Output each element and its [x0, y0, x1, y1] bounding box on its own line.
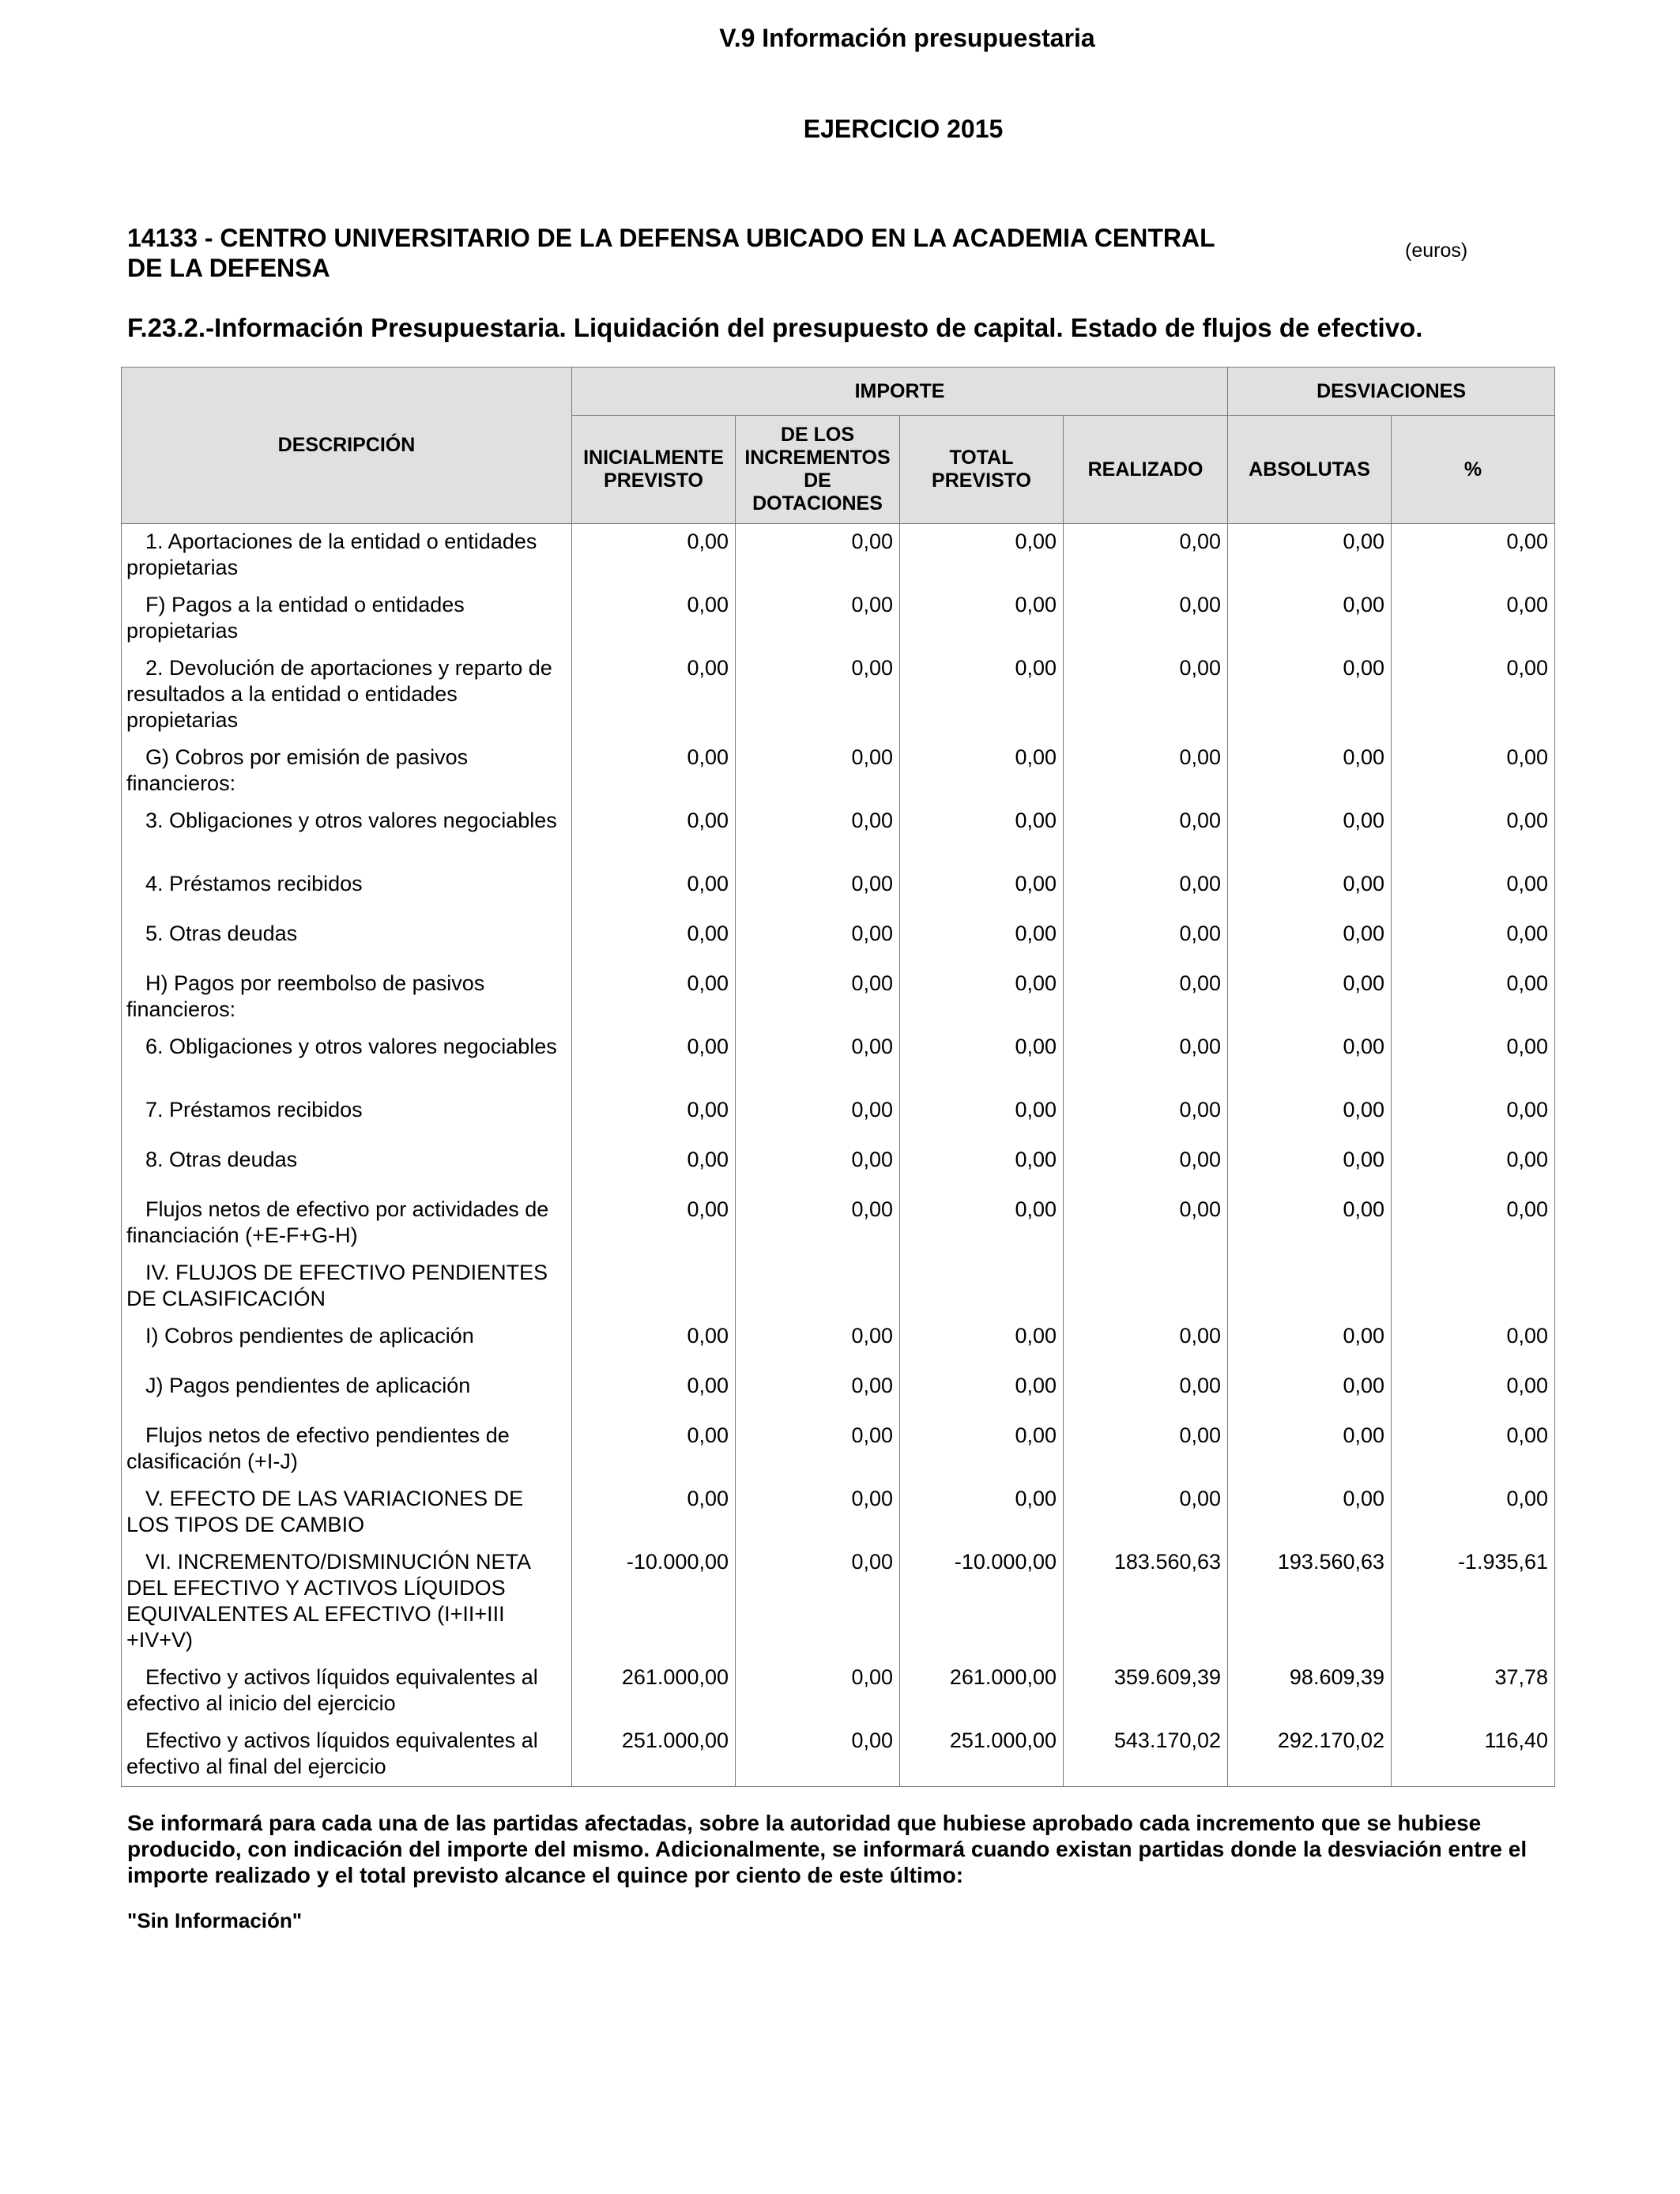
table-row: [122, 1192, 1555, 1255]
cell-total-previsto: 0,00: [900, 866, 1064, 916]
cell-realizado: 0,00: [1064, 1029, 1228, 1092]
cell-incrementos-dotaciones: 0,00: [736, 916, 900, 966]
cell-percent: 0,00: [1392, 1481, 1555, 1544]
entity-name-line2: DE LA DEFENSA: [127, 254, 330, 282]
cell-absolutas: 0,00: [1228, 803, 1392, 866]
cell-total-previsto: 0,00: [900, 916, 1064, 966]
cell-incrementos-dotaciones: 0,00: [736, 1368, 900, 1418]
cell-inicialmente-previsto: 251.000,00: [572, 1723, 736, 1787]
cell-percent: 0,00: [1392, 916, 1555, 966]
cell-incrementos-dotaciones: 0,00: [736, 1723, 900, 1787]
row-description: 8. Otras deudas: [122, 1142, 572, 1192]
table-row: [122, 587, 1555, 650]
cell-incrementos-dotaciones: 0,00: [736, 1192, 900, 1255]
cell-total-previsto: 0,00: [900, 1192, 1064, 1255]
row-description: 5. Otras deudas: [122, 916, 572, 966]
cell-total-previsto: 0,00: [900, 966, 1064, 1029]
cell-realizado: 0,00: [1064, 1318, 1228, 1368]
row-description: J) Pagos pendientes de aplicación: [122, 1368, 572, 1418]
cell-realizado: 0,00: [1064, 524, 1228, 588]
cell-absolutas: 0,00: [1228, 650, 1392, 740]
cell-absolutas: 0,00: [1228, 1192, 1392, 1255]
cell-incrementos-dotaciones: 0,00: [736, 866, 900, 916]
cell-absolutas: 0,00: [1228, 1318, 1392, 1368]
cell-total-previsto: 0,00: [900, 740, 1064, 803]
header-total-previsto: TOTAL PREVISTO: [900, 416, 1064, 524]
cell-total-previsto: -10.000,00: [900, 1544, 1064, 1660]
row-description: Flujos netos de efectivo por actividades de financiación (+E-F+G-H): [122, 1192, 572, 1255]
exercise-year: EJERCICIO 2015: [803, 115, 1004, 143]
cell-percent: 0,00: [1392, 1092, 1555, 1142]
cell-incrementos-dotaciones: 0,00: [736, 1318, 900, 1368]
cell-absolutas: 292.170,02: [1228, 1723, 1392, 1787]
cell-inicialmente-previsto: 0,00: [572, 866, 736, 916]
cell-incrementos-dotaciones: 0,00: [736, 1029, 900, 1092]
cell-total-previsto: 261.000,00: [900, 1660, 1064, 1723]
cell-incrementos-dotaciones: 0,00: [736, 1418, 900, 1481]
cell-realizado: 0,00: [1064, 1418, 1228, 1481]
cell-percent: 0,00: [1392, 524, 1555, 588]
cell-absolutas: 193.560,63: [1228, 1544, 1392, 1660]
cell-inicialmente-previsto: -10.000,00: [572, 1544, 736, 1660]
cell-total-previsto: [900, 1255, 1064, 1318]
row-description: 2. Devolución de aportaciones y reparto de resultados a la entidad o entidades propietarias: [122, 650, 572, 740]
sin-informacion: "Sin Información": [127, 1909, 303, 1932]
cell-absolutas: 0,00: [1228, 1092, 1392, 1142]
cell-incrementos-dotaciones: 0,00: [736, 803, 900, 866]
cell-percent: 0,00: [1392, 1418, 1555, 1481]
table-row: [122, 1142, 1555, 1192]
table-row: [122, 803, 1555, 866]
cell-inicialmente-previsto: 0,00: [572, 740, 736, 803]
cell-incrementos-dotaciones: 0,00: [736, 587, 900, 650]
budget-table: [121, 367, 1555, 1787]
row-description: 3. Obligaciones y otros valores negociables: [122, 803, 572, 866]
header-descripcion: DESCRIPCIÓN: [122, 368, 572, 524]
table-row: [122, 1544, 1555, 1660]
table-row: [122, 916, 1555, 966]
footer-note: Se informará para cada una de las partidas afectadas, sobre la autoridad que hubiese aprobado cada incremento que se hubiese producido, con indicación del importe del mismo. Adicionalmente, se informará cuando existan partidas donde la desviación entre el importe realizado y el total previsto alcance el quince por ciento de este último:: [127, 1811, 1527, 1887]
cell-realizado: 0,00: [1064, 650, 1228, 740]
header-incrementos-dotaciones: DE LOS INCREMENTOS DE DOTACIONES: [736, 416, 900, 524]
cell-realizado: [1064, 1255, 1228, 1318]
table-row: [122, 1029, 1555, 1092]
cell-inicialmente-previsto: 0,00: [572, 966, 736, 1029]
cell-absolutas: 0,00: [1228, 966, 1392, 1029]
cell-incrementos-dotaciones: 0,00: [736, 1660, 900, 1723]
cell-incrementos-dotaciones: 0,00: [736, 740, 900, 803]
cell-incrementos-dotaciones: 0,00: [736, 966, 900, 1029]
cell-total-previsto: 251.000,00: [900, 1723, 1064, 1787]
cell-inicialmente-previsto: 0,00: [572, 803, 736, 866]
cell-realizado: 0,00: [1064, 1092, 1228, 1142]
cell-absolutas: 0,00: [1228, 866, 1392, 916]
cell-realizado: 0,00: [1064, 587, 1228, 650]
row-description: Flujos netos de efectivo pendientes de clasificación (+I-J): [122, 1418, 572, 1481]
cell-total-previsto: 0,00: [900, 1092, 1064, 1142]
table-row: [122, 966, 1555, 1029]
cell-absolutas: 98.609,39: [1228, 1660, 1392, 1723]
cell-total-previsto: 0,00: [900, 1368, 1064, 1418]
cell-total-previsto: 0,00: [900, 650, 1064, 740]
table-row: [122, 650, 1555, 740]
cell-total-previsto: 0,00: [900, 1481, 1064, 1544]
cell-inicialmente-previsto: 0,00: [572, 1092, 736, 1142]
cell-inicialmente-previsto: 0,00: [572, 650, 736, 740]
cell-percent: 0,00: [1392, 1318, 1555, 1368]
cell-absolutas: 0,00: [1228, 1142, 1392, 1192]
cell-inicialmente-previsto: 0,00: [572, 524, 736, 588]
cell-realizado: 0,00: [1064, 916, 1228, 966]
cell-realizado: 183.560,63: [1064, 1544, 1228, 1660]
cell-percent: 0,00: [1392, 740, 1555, 803]
cell-incrementos-dotaciones: 0,00: [736, 524, 900, 588]
section-title: V.9 Información presupuestaria: [719, 24, 1095, 52]
row-description: I) Cobros pendientes de aplicación: [122, 1318, 572, 1368]
cell-absolutas: [1228, 1255, 1392, 1318]
cell-realizado: 0,00: [1064, 1142, 1228, 1192]
cell-realizado: 0,00: [1064, 803, 1228, 866]
cell-inicialmente-previsto: 0,00: [572, 1192, 736, 1255]
cell-inicialmente-previsto: 261.000,00: [572, 1660, 736, 1723]
cell-total-previsto: 0,00: [900, 524, 1064, 588]
cell-absolutas: 0,00: [1228, 740, 1392, 803]
cell-inicialmente-previsto: 0,00: [572, 916, 736, 966]
cell-inicialmente-previsto: 0,00: [572, 1029, 736, 1092]
header-percent: %: [1392, 416, 1555, 524]
cell-inicialmente-previsto: [572, 1255, 736, 1318]
cell-inicialmente-previsto: 0,00: [572, 587, 736, 650]
cell-incrementos-dotaciones: 0,00: [736, 650, 900, 740]
entity-name-line1: 14133 - CENTRO UNIVERSITARIO DE LA DEFENSA UBICADO EN LA ACADEMIA CENTRAL: [127, 224, 1215, 252]
row-description: V. EFECTO DE LAS VARIACIONES DE LOS TIPOS DE CAMBIO: [122, 1481, 572, 1544]
cell-incrementos-dotaciones: 0,00: [736, 1142, 900, 1192]
table-row: [122, 524, 1555, 588]
cell-absolutas: 0,00: [1228, 524, 1392, 588]
row-description: VI. INCREMENTO/DISMINUCIÓN NETA DEL EFECTIVO Y ACTIVOS LÍQUIDOS EQUIVALENTES AL EFECTIVO (I+II+III +IV+V): [122, 1544, 572, 1660]
cell-realizado: 0,00: [1064, 966, 1228, 1029]
row-description: H) Pagos por reembolso de pasivos financieros:: [122, 966, 572, 1029]
cell-percent: [1392, 1255, 1555, 1318]
cell-percent: 0,00: [1392, 1192, 1555, 1255]
cell-percent: 0,00: [1392, 866, 1555, 916]
cell-absolutas: 0,00: [1228, 587, 1392, 650]
cell-incrementos-dotaciones: 0,00: [736, 1481, 900, 1544]
header-desviaciones: DESVIACIONES: [1228, 368, 1555, 416]
budget-table-body: [122, 524, 1555, 1787]
cell-absolutas: 0,00: [1228, 1368, 1392, 1418]
table-row: [122, 1723, 1555, 1787]
row-description: F) Pagos a la entidad o entidades propietarias: [122, 587, 572, 650]
row-description: Efectivo y activos líquidos equivalentes al efectivo al final del ejercicio: [122, 1723, 572, 1787]
cell-realizado: 0,00: [1064, 866, 1228, 916]
header-inicialmente-previsto: INICIALMENTE PREVISTO: [572, 416, 736, 524]
row-description: 4. Préstamos recibidos: [122, 866, 572, 916]
cell-percent: 0,00: [1392, 587, 1555, 650]
cell-realizado: 543.170,02: [1064, 1723, 1228, 1787]
cell-incrementos-dotaciones: [736, 1255, 900, 1318]
cell-inicialmente-previsto: 0,00: [572, 1368, 736, 1418]
table-row: [122, 1660, 1555, 1723]
row-description: 6. Obligaciones y otros valores negociables: [122, 1029, 572, 1092]
cell-total-previsto: 0,00: [900, 1142, 1064, 1192]
cell-percent: 116,40: [1392, 1723, 1555, 1787]
table-row: [122, 740, 1555, 803]
cell-percent: 0,00: [1392, 803, 1555, 866]
cell-percent: -1.935,61: [1392, 1544, 1555, 1660]
table-row: [122, 1368, 1555, 1418]
cell-realizado: 359.609,39: [1064, 1660, 1228, 1723]
cell-inicialmente-previsto: 0,00: [572, 1418, 736, 1481]
header-realizado: REALIZADO: [1064, 416, 1228, 524]
row-description: 1. Aportaciones de la entidad o entidades propietarias: [122, 524, 572, 588]
cell-absolutas: 0,00: [1228, 916, 1392, 966]
table-row: [122, 1092, 1555, 1142]
table-row: [122, 1418, 1555, 1481]
cell-inicialmente-previsto: 0,00: [572, 1481, 736, 1544]
row-description: G) Cobros por emisión de pasivos financieros:: [122, 740, 572, 803]
cell-incrementos-dotaciones: 0,00: [736, 1092, 900, 1142]
cell-total-previsto: 0,00: [900, 1029, 1064, 1092]
cell-realizado: 0,00: [1064, 1368, 1228, 1418]
cell-inicialmente-previsto: 0,00: [572, 1318, 736, 1368]
cell-percent: 37,78: [1392, 1660, 1555, 1723]
cell-percent: 0,00: [1392, 1142, 1555, 1192]
cell-realizado: 0,00: [1064, 1481, 1228, 1544]
header-importe: IMPORTE: [572, 368, 1228, 416]
table-row: [122, 866, 1555, 916]
table-row: [122, 1318, 1555, 1368]
row-description: IV. FLUJOS DE EFECTIVO PENDIENTES DE CLASIFICACIÓN: [122, 1255, 572, 1318]
cell-realizado: 0,00: [1064, 740, 1228, 803]
header-absolutas: ABSOLUTAS: [1228, 416, 1392, 524]
cell-realizado: 0,00: [1064, 1192, 1228, 1255]
row-description: 7. Préstamos recibidos: [122, 1092, 572, 1142]
cell-percent: 0,00: [1392, 1368, 1555, 1418]
row-description: Efectivo y activos líquidos equivalentes al efectivo al inicio del ejercicio: [122, 1660, 572, 1723]
cell-percent: 0,00: [1392, 650, 1555, 740]
cell-incrementos-dotaciones: 0,00: [736, 1544, 900, 1660]
cell-absolutas: 0,00: [1228, 1418, 1392, 1481]
form-title: F.23.2.-Información Presupuestaria. Liquidación del presupuesto de capital. Estado de flujos de efectivo.: [127, 313, 1423, 342]
units-label: (euros): [1405, 239, 1468, 262]
cell-total-previsto: 0,00: [900, 1318, 1064, 1368]
cell-percent: 0,00: [1392, 966, 1555, 1029]
cell-inicialmente-previsto: 0,00: [572, 1142, 736, 1192]
table-row: [122, 1481, 1555, 1544]
entity-name: [127, 223, 1289, 283]
cell-total-previsto: 0,00: [900, 587, 1064, 650]
cell-absolutas: 0,00: [1228, 1029, 1392, 1092]
cell-percent: 0,00: [1392, 1029, 1555, 1092]
cell-total-previsto: 0,00: [900, 1418, 1064, 1481]
table-row: [122, 1255, 1555, 1318]
cell-absolutas: 0,00: [1228, 1481, 1392, 1544]
cell-total-previsto: 0,00: [900, 803, 1064, 866]
